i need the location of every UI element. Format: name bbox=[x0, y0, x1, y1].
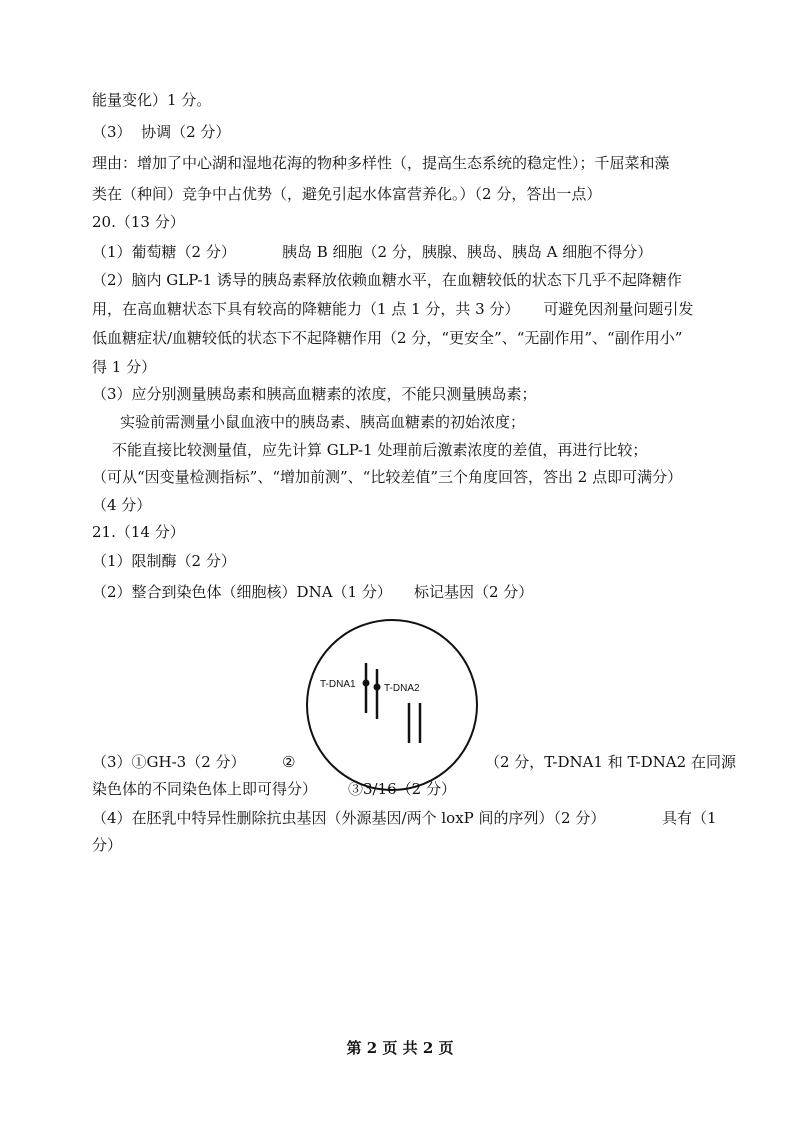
text-line: 理由：增加了中心湖和湿地花海的物种多样性（，提高生态系统的稳定性）；千屈菜和藻 bbox=[92, 154, 670, 172]
tdna2-marker bbox=[374, 684, 381, 691]
question-heading: 20.（13 分） bbox=[92, 213, 185, 231]
text-line: 用，在高血糖状态下具有较高的降糖能力（1 点 1 分，共 3 分） 可避免因剂量问题引发 bbox=[92, 300, 694, 318]
text-line: （可从“因变量检测指标”、“增加前测”、“比较差值”三个角度回答，答出 2 点即可满分） bbox=[92, 468, 683, 486]
text-line: 实验前需测量小鼠血液中的胰岛素、胰高血糖素的初始浓度； bbox=[120, 413, 526, 431]
page-footer: 第 2 页 共 2 页 bbox=[346, 1039, 454, 1057]
text-span: ③3/16（2 分） bbox=[348, 780, 456, 798]
text-line: 分） bbox=[92, 836, 123, 854]
text-span: （1）葡萄糖（2 分） bbox=[92, 243, 236, 261]
tdna1-label: T-DNA1 bbox=[320, 679, 356, 690]
tdna1-marker bbox=[363, 680, 370, 687]
text-line: 得 1 分） bbox=[92, 358, 157, 376]
cell-circle bbox=[307, 620, 477, 790]
text-line: （2）脑内 GLP-1 诱导的胰岛素释放依赖血糖水平，在血糖较低的状态下几乎不起降糖作 bbox=[92, 271, 682, 289]
text-span: （2 分，T-DNA1 和 T-DNA2 在同源 bbox=[485, 753, 736, 771]
text-span: 标记基因（2 分） bbox=[414, 583, 534, 601]
text-span: （4）在胚乳中特异性删除抗虫基因（外源基因/两个 loxP 间的序列）（2 分） bbox=[92, 809, 606, 827]
text-span: 具有（1 bbox=[662, 809, 717, 827]
tdna2-label: T-DNA2 bbox=[384, 683, 420, 694]
text-line: （3）应分别测量胰岛素和胰高血糖素的浓度，不能只测量胰岛素； bbox=[92, 385, 537, 403]
text-line: （1）限制酶（2 分） bbox=[92, 552, 236, 570]
text-span: 染色体的不同染色体上即可得分） bbox=[92, 780, 318, 798]
question-heading: 21.（14 分） bbox=[92, 523, 185, 541]
text-span: ② bbox=[282, 753, 296, 771]
text-line: （4 分） bbox=[92, 496, 152, 514]
text-span: （3）①GH-3（2 分） bbox=[92, 753, 246, 771]
text-line: 能量变化）1 分。 bbox=[92, 91, 212, 109]
text-line: （3） 协调（2 分） bbox=[92, 123, 231, 141]
text-span: 胰岛 B 细胞（2 分，胰腺、胰岛、胰岛 A 细胞不得分） bbox=[282, 243, 653, 261]
text-line: 类在（种间）竞争中占优势（，避免引起水体富营养化。）（2 分，答出一点） bbox=[92, 185, 602, 203]
text-line: 低血糖症状/血糖较低的状态下不起降糖作用（2 分，“更安全”、“无副作用”、“副作用小” bbox=[92, 329, 683, 347]
chromosome-diagram bbox=[304, 617, 480, 793]
text-line: 不能直接比较测量值，应先计算 GLP-1 处理前后激素浓度的差值，再进行比较； bbox=[112, 441, 648, 459]
text-span: （2）整合到染色体（细胞核）DNA（1 分） bbox=[92, 583, 392, 601]
